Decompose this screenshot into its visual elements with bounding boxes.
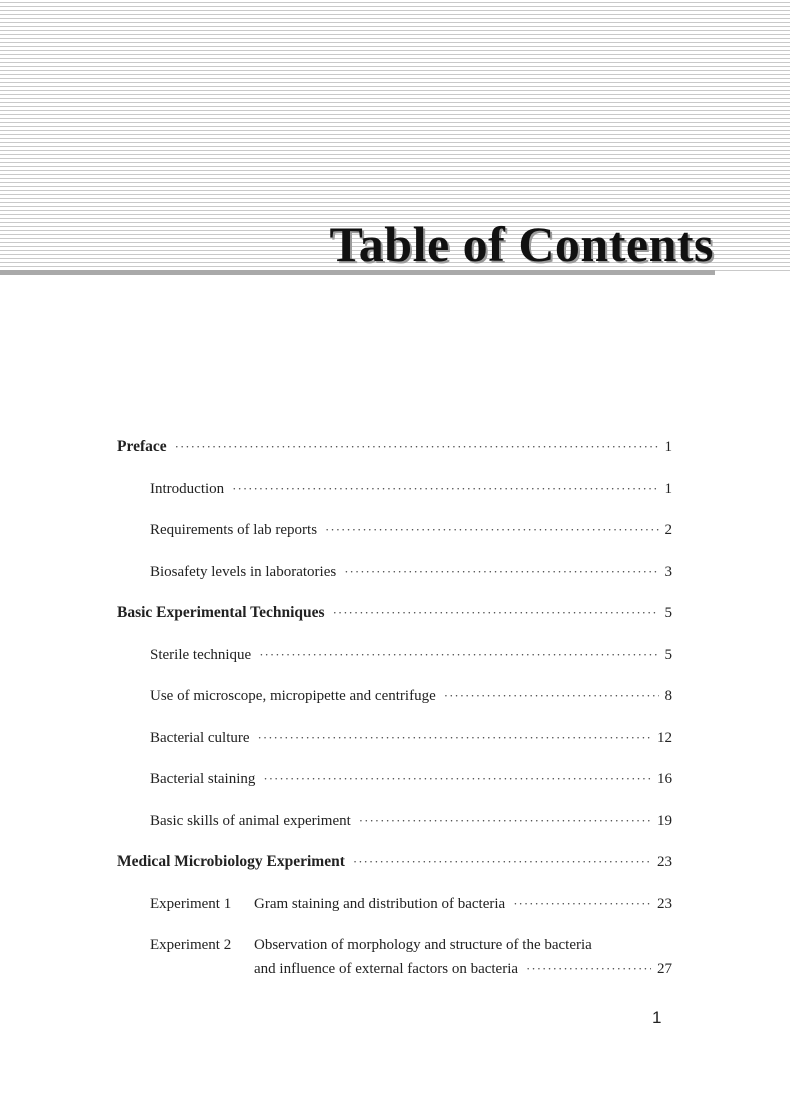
dot-leader	[258, 729, 651, 747]
toc-entry-page: 12	[657, 730, 672, 746]
toc-entry-label: Introduction	[150, 481, 225, 497]
toc-entry-staining[interactable]	[150, 770, 672, 788]
toc-entry-page: 5	[664, 647, 672, 663]
toc-entry-culture[interactable]	[150, 729, 672, 747]
toc-entry-label: Medical Microbiology Experiment	[117, 853, 345, 870]
dot-leader	[325, 521, 658, 539]
toc-entry-sterile[interactable]	[150, 646, 672, 664]
dot-leader	[513, 895, 651, 913]
dot-leader	[353, 853, 651, 871]
dot-leader	[359, 812, 651, 830]
toc-entry-introduction[interactable]	[150, 480, 672, 498]
toc-entry-label: and influence of external factors on bacteria	[254, 961, 519, 977]
toc-entry-prefix: Experiment 2	[150, 937, 232, 953]
toc-entry-label: Requirements of lab reports	[150, 522, 318, 538]
toc-entry-page: 19	[657, 813, 672, 829]
toc-entry-experiment-1[interactable]	[150, 895, 672, 913]
toc-entry-label: Bacterial culture	[150, 730, 250, 746]
dot-leader	[232, 480, 658, 498]
toc-entry-page: 3	[664, 564, 672, 580]
toc-entry-prefix: Experiment 1	[150, 896, 232, 912]
dot-leader	[259, 646, 658, 664]
toc-entry-lab-reports[interactable]	[150, 521, 672, 539]
toc-entry-label: Basic skills of animal experiment	[150, 813, 351, 829]
toc-entry-label: Sterile technique	[150, 647, 252, 663]
toc-entry-microscope[interactable]	[150, 687, 672, 705]
toc-entry-page: 16	[657, 771, 672, 787]
toc-entry-page: 1	[664, 481, 672, 497]
page-number: 1	[652, 1008, 662, 1027]
toc-entry-label: Bacterial staining	[150, 771, 256, 787]
dot-leader	[263, 770, 651, 788]
toc-entry-page: 27	[657, 961, 672, 977]
toc-entry-label: Use of microscope, micropipette and centrifuge	[150, 688, 436, 704]
toc-entry-page: 5	[664, 605, 672, 621]
dot-leader	[344, 563, 658, 581]
toc-entry-page: 23	[657, 896, 672, 912]
toc-entry-medical-microbiology[interactable]	[117, 853, 672, 871]
toc-entry-biosafety[interactable]	[150, 563, 672, 581]
toc-entry-label: Preface	[117, 438, 167, 455]
toc-entry-page: 1	[664, 439, 672, 455]
dot-leader	[333, 604, 659, 622]
toc-entry-animal[interactable]	[150, 812, 672, 830]
toc-entry-basic-techniques[interactable]	[117, 604, 672, 622]
toc-entry-experiment-2-line1[interactable]	[150, 936, 672, 954]
dot-leader	[444, 687, 659, 705]
toc-entry-page: 2	[664, 522, 672, 538]
toc-entry-label: Gram staining and distribution of bacteria	[254, 896, 506, 912]
dot-leader	[526, 960, 651, 978]
dot-leader	[175, 438, 659, 456]
toc-entry-page: 23	[657, 854, 672, 870]
toc-entry-page: 8	[664, 688, 672, 704]
toc-entry-preface[interactable]	[117, 438, 672, 456]
toc-entry-label: Observation of morphology and structure of the bacteria	[254, 937, 592, 953]
toc-entry-experiment-2-line2[interactable]	[150, 960, 672, 978]
toc-entry-label: Biosafety levels in laboratories	[150, 564, 337, 580]
page-title: Table of Contents	[329, 216, 714, 272]
toc-entry-label: Basic Experimental Techniques	[117, 604, 325, 621]
